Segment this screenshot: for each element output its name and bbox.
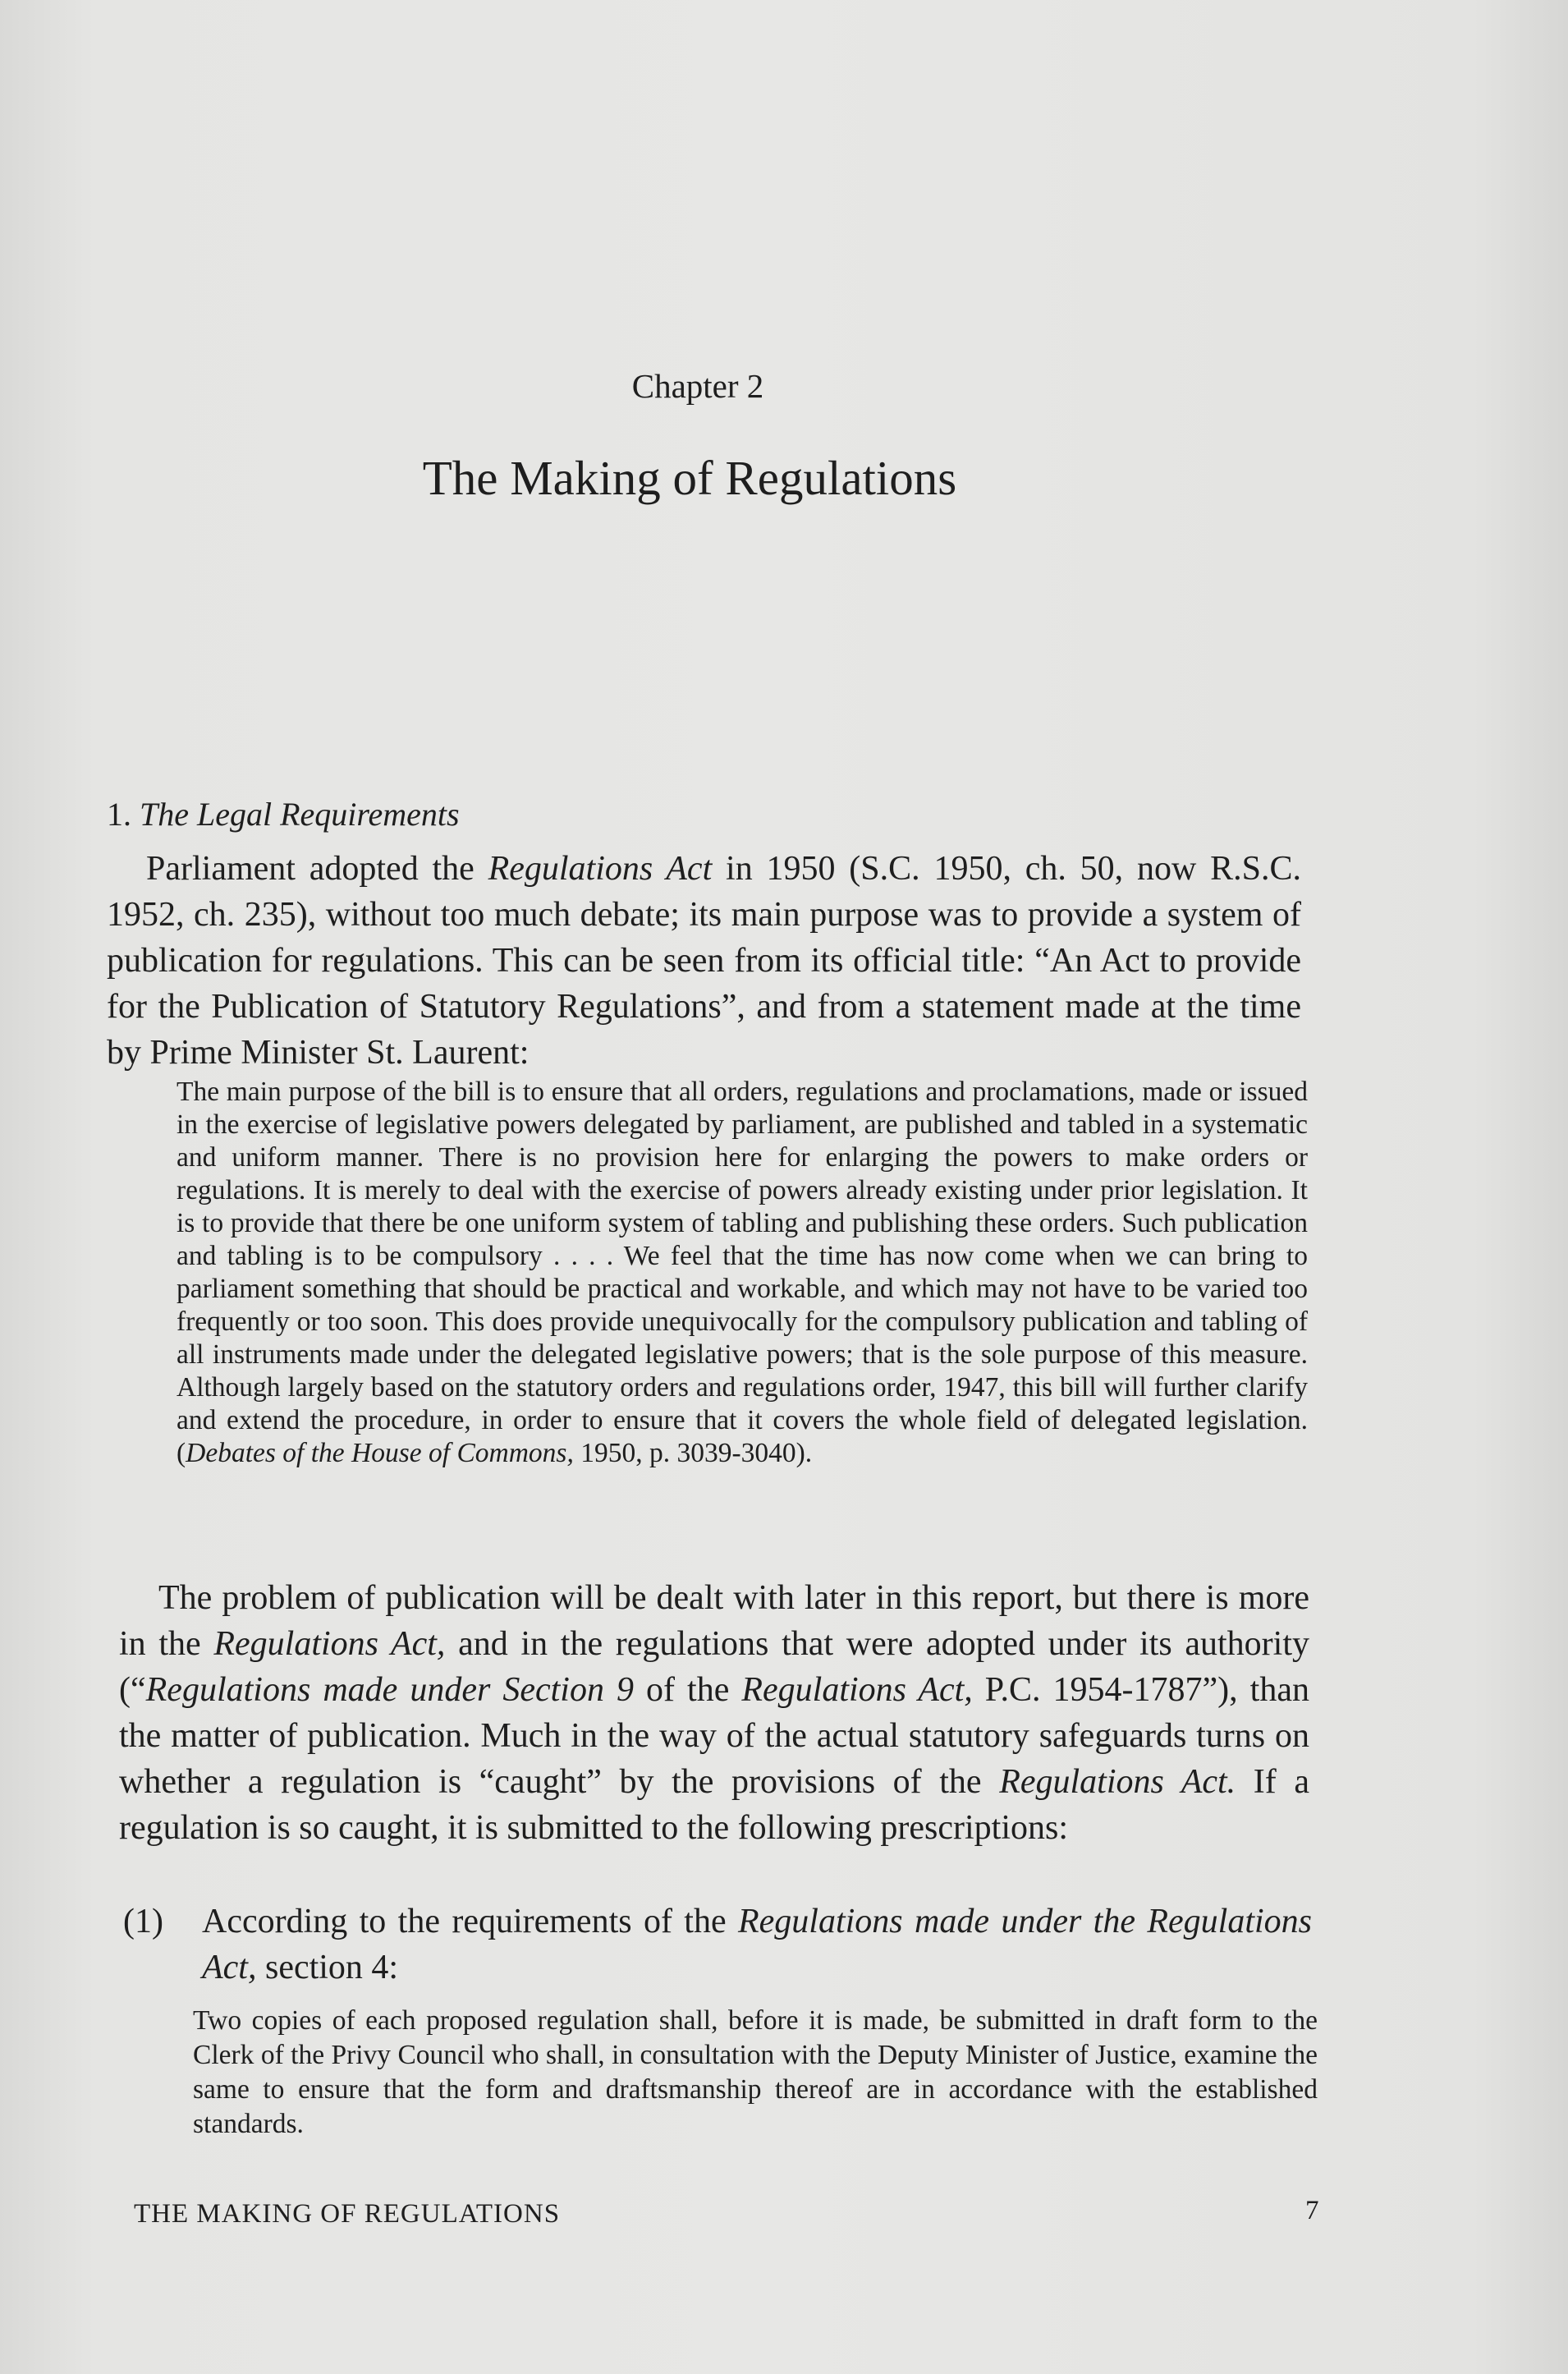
paragraph-2-text-e: If a regulation is so caught, it is submitted to the following prescriptions:: [119, 1763, 1309, 1847]
act-reference-1: Regulations Act,: [213, 1625, 446, 1663]
paragraph-2-text-a: The problem of publication will be dealt with later in this report, but there is more in the: [119, 1579, 1309, 1663]
section-heading: [107, 795, 460, 833]
block-quote-section-4: Two copies of each proposed regulation shall, before it is made, be submitted in draft form to the Clerk of the Privy Council who shall, in consultation with the Deputy Minister of Justice, examine the same to ensure that the form and draftsmanship thereof are in accordance with the established standards.: [193, 2005, 1318, 2139]
list-item-regulations-reference: Regulations made under the Regulations Act,: [202, 1903, 1313, 1986]
list-item-text-b: section 4:: [256, 1949, 399, 1986]
act-reference-2: Regulations Act,: [741, 1671, 973, 1709]
paragraph-2: [119, 1575, 1309, 1851]
quote-text: The main purpose of the bill is to ensure that all orders, regulations and proclamations, made or issued in the exercise of legislative powers delegated by parliament, are published and tabled in a systematic and uniform manner. There is no provision here for enlarging the powers to make orders or regulations. It is merely to deal with the exercise of powers already existing under prior legislation. It is to provide that there be one uniform system of tabling and publishing these orders. Such publication and tabling is to be compulsory . . . . We feel that the time has now come when we can bring to parliament something that should be practical and workable, and which may not have to be varied too frequently or too soon. This does provide unequivocally for the compulsory publication and tabling of all instruments made under the delegated legislative powers; that is the sole purpose of this measure. Although largely based on the statutory orders and regulations order, 1947, this bill will further clarify and extend the procedure, in order to ensure that it covers the whole field of delegated legislation.: [177, 1077, 1308, 1435]
citation-title: Debates of the House of Commons,: [186, 1438, 574, 1468]
paragraph-2-text-c: of the: [633, 1671, 742, 1709]
list-item-number: (1): [123, 1903, 163, 1940]
section-number: 1.: [107, 796, 131, 833]
chapter-title: The Making of Regulations: [422, 451, 957, 505]
paragraph-1: [107, 846, 1301, 1076]
act-name: Regulations Act: [488, 850, 713, 888]
citation-open: (: [177, 1438, 186, 1468]
regulations-made-reference: Regulations made under Section 9: [145, 1671, 634, 1709]
list-item-1: [123, 1899, 1312, 1991]
paragraph-1-text-b: in 1950 (S.C. 1950, ch. 50, now R.S.C. 1952, ch. 235), without too much debate; its main purpose was to provide a system of publication for regulations. This can be seen from its official title: “An Act to provide for the Publication of Statutory Regulations”, and from a statement made at the time by Prime Minister St. Laurent:: [107, 850, 1301, 1072]
running-footer-title: THE MAKING OF REGULATIONS: [134, 2199, 561, 2229]
citation-rest: 1950, p. 3039-3040).: [573, 1438, 813, 1468]
paragraph-2-text-d: P.C. 1954-1787”), than the matter of publication. Much in the way of the actual statutory safeguards turns on whether a regulation is “caught” by the provisions of the: [119, 1671, 1309, 1801]
paragraph-1-text-a: Parliament adopted the: [146, 850, 488, 888]
page-number: 7: [1305, 2196, 1319, 2225]
chapter-label: Chapter 2: [631, 367, 764, 405]
section-title: The Legal Requirements: [140, 796, 460, 833]
list-item-text-a: According to the requirements of the: [202, 1903, 738, 1940]
block-quote-st-laurent: [177, 1076, 1308, 1470]
act-reference-3: Regulations Act.: [999, 1763, 1236, 1801]
paragraph-2-text-b: and in the regulations that were adopted under its authority (“: [119, 1625, 1309, 1709]
